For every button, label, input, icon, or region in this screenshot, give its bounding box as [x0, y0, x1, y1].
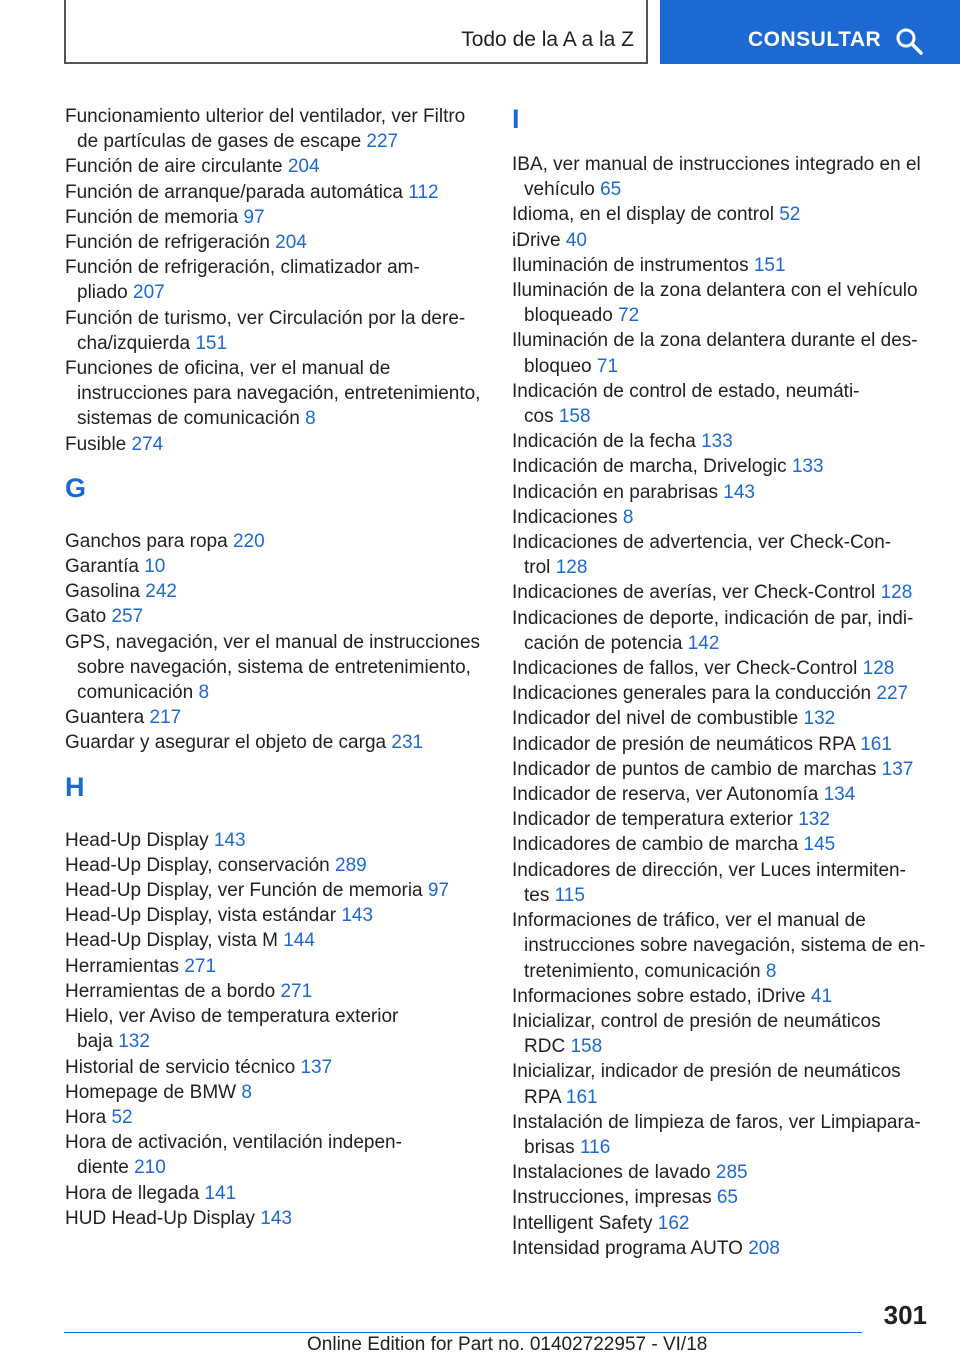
- page-link[interactable]: 144: [283, 930, 315, 952]
- index-entry-text: Indicador de presión de neumáticos RPA: [512, 733, 855, 755]
- index-entry-text: Indicación en parabrisas: [512, 481, 718, 503]
- index-entry-text: Idioma, en el display de control: [512, 204, 774, 226]
- index-entry: [512, 908, 937, 984]
- page-link[interactable]: 158: [570, 1036, 603, 1058]
- index-entry: [65, 928, 490, 953]
- index-entry: [512, 757, 937, 782]
- index-entry-text: Función de refrigeración: [65, 232, 270, 254]
- index-entry: [65, 180, 490, 205]
- page-number: 301: [883, 1300, 927, 1330]
- page-link[interactable]: 8: [241, 1081, 252, 1103]
- index-entry: [512, 984, 937, 1009]
- index-entry: [512, 1009, 937, 1059]
- page-link[interactable]: 65: [716, 1187, 738, 1209]
- index-entry-text: Garantía: [65, 556, 139, 578]
- index-entry: [512, 580, 937, 605]
- index-entry: [65, 1004, 490, 1054]
- page-link[interactable]: 143: [723, 481, 755, 503]
- page-link[interactable]: 220: [232, 530, 265, 552]
- index-entry-text: Función de memoria: [65, 206, 239, 228]
- index-entry: [512, 454, 937, 479]
- page-link[interactable]: 134: [823, 784, 856, 806]
- index-entry-text: Informaciones sobre estado, iDrive: [512, 985, 806, 1007]
- index-entry-text: Función de arranque/parada automática: [65, 181, 404, 203]
- index-entry: [512, 1211, 937, 1236]
- page-link[interactable]: 133: [791, 456, 824, 478]
- index-entry-text: Intelligent Safety: [512, 1212, 653, 1234]
- page-link[interactable]: 227: [366, 131, 399, 153]
- index-entry: [512, 1059, 937, 1109]
- section-letter: G: [65, 472, 87, 503]
- index-entry: [512, 782, 937, 807]
- page-link[interactable]: 8: [305, 408, 316, 430]
- index-entry: [512, 530, 937, 580]
- index-entry-text: Guantera: [65, 707, 145, 729]
- index-entry-text: Indicación de control de estado, neumáti- cos: [512, 380, 860, 428]
- index-entry: [65, 604, 490, 629]
- tab-left-label: Todo de la A a la Z: [461, 28, 634, 51]
- page-link[interactable]: 137: [300, 1056, 333, 1078]
- index-entry: [65, 1055, 490, 1080]
- index-entry-text: Gasolina: [65, 581, 140, 603]
- index-entry-text: Guardar y asegurar el objeto de carga: [65, 732, 387, 754]
- index-entry-text: Head-Up Display: [65, 829, 209, 851]
- index-entry: [512, 681, 937, 706]
- index-entry-text: Indicaciones: [512, 506, 618, 528]
- page-link[interactable]: 227: [876, 683, 909, 705]
- index-entry-text: Indicador de temperatura exterior: [512, 809, 793, 831]
- index-entry-text: Indicador del nivel de combustible: [512, 708, 799, 730]
- index-entry-text: Head-Up Display, vista estándar: [65, 905, 337, 927]
- tab-todo-de-la-a-a-la-z[interactable]: [64, 0, 648, 64]
- page-link[interactable]: 204: [287, 156, 320, 178]
- index-entry-text: Historial de servicio técnico: [65, 1056, 296, 1078]
- page-link[interactable]: 128: [862, 658, 895, 680]
- page-link[interactable]: 151: [195, 332, 228, 354]
- page-link[interactable]: 65: [600, 179, 622, 201]
- page-link[interactable]: 10: [144, 556, 166, 578]
- index-entry: [65, 104, 490, 154]
- footer-rule: [64, 1332, 862, 1333]
- index-entry-text: iDrive: [512, 229, 561, 251]
- index-entry: [512, 1160, 937, 1185]
- page-link[interactable]: 204: [275, 232, 307, 254]
- index-entry: [512, 858, 937, 908]
- index-entry-text: Head-Up Display, vista M: [65, 930, 278, 952]
- page-link[interactable]: 285: [715, 1162, 748, 1184]
- index-entry-text: Funciones de oficina, ver el manual de instrucciones para navegación, entretenimiento, sistemas de comunicación: [65, 358, 481, 430]
- index-entry: [65, 529, 490, 554]
- index-entry: [65, 579, 490, 604]
- index-entry-text: Funcionamiento ulterior del ventilador, ver Filtro de partículas de gases de escape: [65, 106, 466, 153]
- index-entry: [512, 656, 937, 681]
- index-entry: [65, 255, 490, 305]
- index-entry: [65, 630, 490, 706]
- page-link[interactable]: 162: [657, 1212, 690, 1234]
- section-letter: I: [512, 104, 520, 134]
- index-entry: [512, 429, 937, 454]
- page-link[interactable]: 52: [111, 1106, 133, 1128]
- page-link[interactable]: 274: [131, 433, 164, 455]
- index-entry-text: Indicaciones de deporte, indicación de par, indi- cación de potencia: [512, 607, 914, 654]
- index-entry: [512, 1236, 937, 1261]
- index-entry: [512, 202, 937, 227]
- index-entry-text: Herramientas de a bordo: [65, 980, 276, 1002]
- page-link[interactable]: 143: [341, 905, 374, 927]
- index-entry: [65, 554, 490, 579]
- index-entry: [65, 878, 490, 903]
- index-entry: [512, 505, 937, 530]
- index-entry: [65, 828, 490, 853]
- index-entry-text: Función de refrigeración, climatizador am- pliado: [65, 257, 420, 304]
- index-entry-text: Indicadores de dirección, ver Luces intermiten- tes: [512, 859, 906, 906]
- index-entry-text: Indicación de marcha, Drivelogic: [512, 456, 787, 478]
- index-entry: [65, 205, 490, 230]
- index-entry-text: Inicializar, indicador de presión de neumáticos RPA: [512, 1061, 901, 1108]
- index-entry: [512, 328, 937, 378]
- page-link[interactable]: 208: [748, 1237, 780, 1259]
- page-link[interactable]: 128: [555, 557, 588, 579]
- index-entry: [65, 903, 490, 928]
- page-link[interactable]: 158: [558, 406, 591, 428]
- page-link[interactable]: 242: [145, 581, 177, 603]
- page-link[interactable]: 132: [798, 809, 830, 831]
- page-link[interactable]: 257: [111, 606, 144, 628]
- index-entry-text: HUD Head-Up Display: [65, 1207, 256, 1229]
- page-link[interactable]: 207: [133, 282, 165, 304]
- page-link[interactable]: 142: [687, 632, 720, 654]
- page-link[interactable]: 143: [260, 1207, 293, 1229]
- page-link[interactable]: 143: [213, 829, 246, 851]
- index-entry-text: Iluminación de la zona delantera durante el des- bloqueo: [512, 330, 918, 377]
- section-letter: H: [65, 771, 85, 802]
- page-link[interactable]: 132: [118, 1031, 150, 1053]
- index-entry-text: Instalaciones de lavado: [512, 1162, 711, 1184]
- tab-consultar[interactable]: [660, 0, 960, 64]
- index-entry: [512, 832, 937, 857]
- index-entry-text: Indicación de la fecha: [512, 431, 696, 453]
- index-entry-text: GPS, navegación, ver el manual de instrucciones sobre navegación, sistema de entretenimiento, comunicación: [65, 631, 481, 704]
- index-entry-text: Intensidad programa AUTO: [512, 1237, 743, 1259]
- page-link[interactable]: 41: [810, 985, 833, 1007]
- index-entry: [512, 480, 937, 505]
- index-entry: [65, 954, 490, 979]
- index-entry: [65, 730, 490, 755]
- index-entry: [65, 432, 490, 457]
- index-entry: [65, 1206, 490, 1231]
- index-entry-text: Hora de activación, ventilación indepen- diente: [65, 1132, 402, 1179]
- page-link[interactable]: 137: [881, 758, 914, 780]
- search-icon: [895, 27, 923, 55]
- index-entry-text: Función de aire circulante: [65, 156, 283, 178]
- index-entry: [65, 1130, 490, 1180]
- index-entry-text: Indicaciones de fallos, ver Check-Control: [512, 658, 858, 680]
- index-entry: [512, 228, 937, 253]
- index-entry-text: Herramientas: [65, 955, 180, 977]
- page-link[interactable]: 52: [779, 204, 801, 226]
- index-entry: [65, 230, 490, 255]
- index-entry-text: Ganchos para ropa: [65, 530, 228, 552]
- index-entry: [512, 278, 937, 328]
- page-link[interactable]: 97: [427, 880, 450, 902]
- page-link[interactable]: 231: [391, 732, 424, 754]
- page-link[interactable]: 40: [565, 229, 587, 251]
- index-entry: [65, 705, 490, 730]
- index-entry: [65, 306, 490, 356]
- index-entry-text: Head-Up Display, conservación: [65, 854, 330, 876]
- index-entry-text: Indicaciones de advertencia, ver Check-Con- trol: [512, 532, 892, 579]
- index-entry: [65, 154, 490, 179]
- index-entry-text: Informaciones de tráfico, ver el manual de instrucciones sobre navegación, sistema de en- tretenimiento, comunicación: [512, 910, 926, 982]
- tab-right-label: CONSULTAR: [748, 28, 882, 51]
- index-entry-text: IBA, ver manual de instrucciones integrado en el vehículo: [512, 154, 921, 201]
- index-entry-text: Indicadores de cambio de marcha: [512, 834, 799, 856]
- index-entry: [512, 706, 937, 731]
- page-link[interactable]: 161: [565, 1086, 598, 1108]
- page-link[interactable]: 8: [765, 960, 777, 982]
- index-entry-text: Instalación de limpieza de faros, ver Limpiapara- brisas: [512, 1111, 921, 1158]
- page-link[interactable]: 271: [280, 980, 313, 1002]
- page-link[interactable]: 151: [753, 254, 786, 276]
- index-entry-text: Iluminación de instrumentos: [512, 254, 749, 276]
- index-entry-text: Indicador de reserva, ver Autonomía: [512, 784, 819, 806]
- index-entry-text: Iluminación de la zona delantera con el vehículo bloqueado: [512, 280, 918, 327]
- index-entry: [65, 979, 490, 1004]
- index-entry-text: Inicializar, control de presión de neumáticos RDC: [512, 1010, 881, 1058]
- index-entry-text: Indicaciones generales para la conducción: [512, 683, 872, 705]
- page-link[interactable]: 289: [335, 854, 367, 876]
- index-entry: [512, 606, 937, 656]
- index-entry-text: Homepage de BMW: [65, 1081, 237, 1103]
- index-entry: [512, 152, 937, 202]
- index-entry-text: Gato: [65, 606, 107, 628]
- index-entry: [512, 1185, 937, 1210]
- index-entry: [512, 379, 937, 429]
- page-link[interactable]: 217: [149, 707, 182, 729]
- index-entry-text: Función de turismo, ver Circulación por la dere- cha/izquierda: [65, 307, 466, 354]
- index-column-left: [65, 104, 490, 1231]
- page-link[interactable]: 97: [243, 206, 265, 228]
- page-link[interactable]: 71: [596, 355, 619, 377]
- index-entry: [512, 253, 937, 278]
- index-entry-text: Fusible: [65, 433, 127, 455]
- page-link[interactable]: 115: [554, 884, 585, 906]
- page-link[interactable]: 145: [803, 834, 836, 856]
- page-link[interactable]: 72: [618, 305, 640, 327]
- page-link[interactable]: 141: [204, 1182, 237, 1204]
- index-entry: [512, 807, 937, 832]
- index-entry: [65, 356, 490, 432]
- index-column-right: [512, 104, 937, 1261]
- index-entry-text: Head-Up Display, ver Función de memoria: [65, 880, 423, 902]
- index-entry-text: Hora de llegada: [65, 1182, 200, 1204]
- index-entry-text: Instrucciones, impresas: [512, 1187, 712, 1209]
- index-entry-text: Indicador de puntos de cambio de marchas: [512, 758, 877, 780]
- page-link[interactable]: 161: [860, 733, 892, 755]
- index-entry: [65, 1080, 490, 1105]
- page-link[interactable]: 8: [622, 506, 634, 528]
- page-link[interactable]: 116: [579, 1136, 611, 1158]
- page-link[interactable]: 132: [803, 708, 836, 730]
- footer-edition-text: Online Edition for Part no. 01402722957 - VI/18: [307, 1334, 708, 1355]
- index-entry: [512, 1110, 937, 1160]
- index-entry: [65, 853, 490, 878]
- page-link[interactable]: 133: [701, 431, 733, 453]
- index-entry: [65, 1181, 490, 1206]
- index-entry-text: Indicaciones de averías, ver Check-Control: [512, 582, 876, 604]
- page-link[interactable]: 210: [134, 1157, 166, 1179]
- page-link[interactable]: 8: [198, 682, 210, 704]
- page-link[interactable]: 112: [408, 181, 439, 203]
- index-entry-text: Hielo, ver Aviso de temperatura exterior baja: [65, 1006, 399, 1053]
- index-entry: [65, 1105, 490, 1130]
- page-link[interactable]: 128: [880, 582, 913, 604]
- index-entry: [512, 732, 937, 757]
- index-entry-text: Hora: [65, 1106, 107, 1128]
- page-link[interactable]: 271: [184, 955, 217, 977]
